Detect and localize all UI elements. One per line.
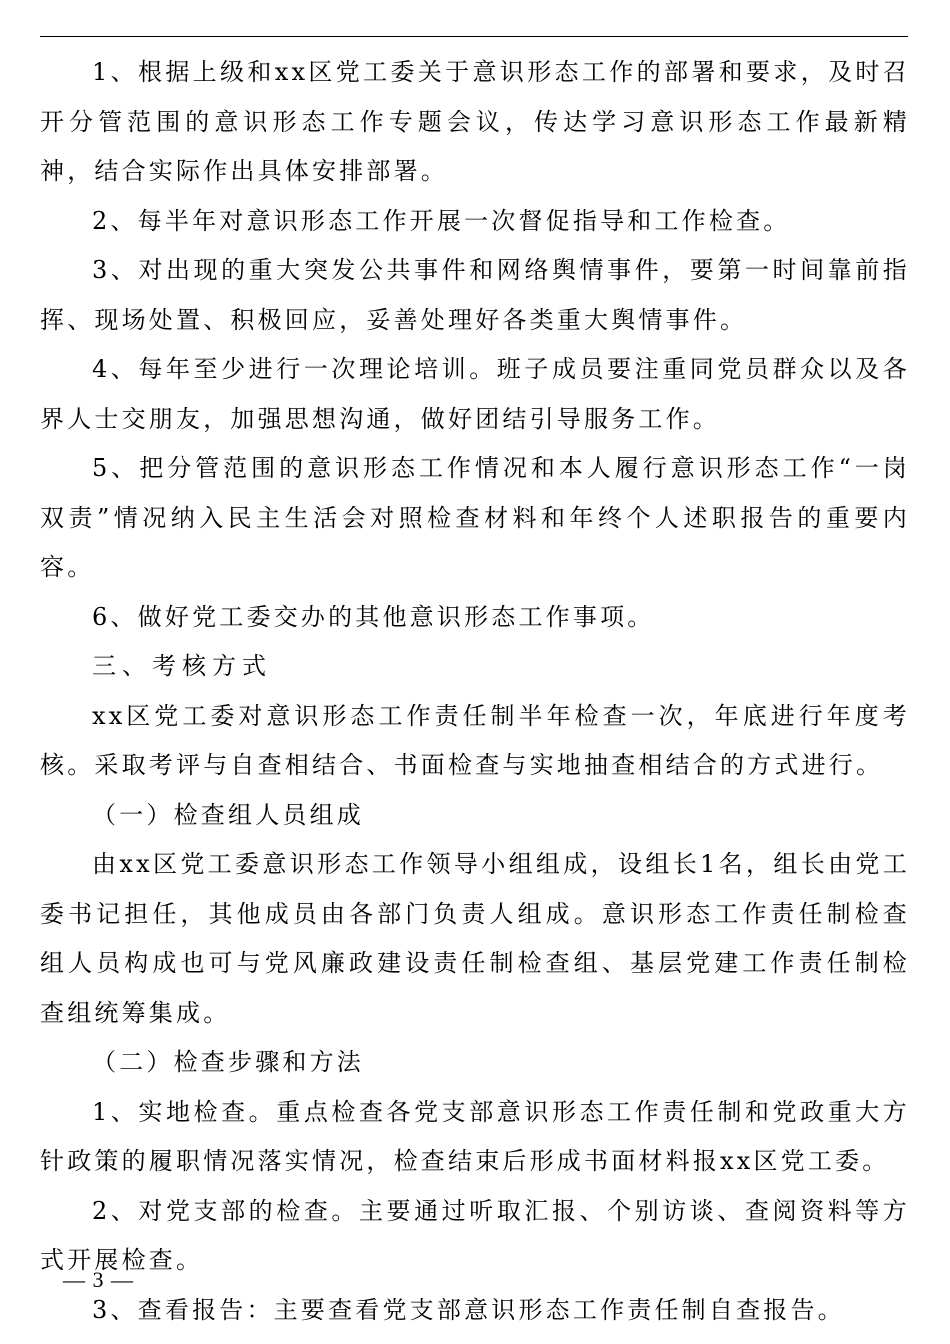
step-item-2: 2、对党支部的检查。主要通过听取汇报、个别访谈、查阅资料等方式开展检查。 xyxy=(40,1196,910,1274)
document-body xyxy=(40,48,910,1335)
subheading-team-composition: （一）检查组人员组成 xyxy=(92,800,364,829)
paragraph-item-4: 4、每年至少进行一次理论培训。班子成员要注重同党员群众以及各界人士交朋友，加强思想沟通，做好团结引导服务工作。 xyxy=(40,355,910,433)
paragraph-item-1: 1、根据上级和xx区党工委关于意识形态工作的部署和要求，及时召开分管范围的意识形态工作专题会议，传达学习意识形态工作最新精神，结合实际作出具体安排部署。 xyxy=(40,58,910,185)
subheading-steps-methods: （二）检查步骤和方法 xyxy=(92,1048,364,1076)
paragraph-item-6: 6、做好党工委交办的其他意识形态工作事项。 xyxy=(92,602,655,631)
paragraph-item-5: 5、把分管范围的意识形态工作情况和本人履行意识形态工作“一岗双责”情况纳入民主生活会对照检查材料和年终个人述职报告的重要内容。 xyxy=(40,454,910,581)
step-item-1: 1、实地检查。重点检查各党支部意识形态工作责任制和党政重大方针政策的履职情况落实情况，检查结束后形成书面材料报xx区党工委。 xyxy=(40,1097,910,1175)
paragraph-item-2: 2、每半年对意识形态工作开展一次督促指导和工作检查。 xyxy=(92,206,791,235)
header-rule xyxy=(40,36,908,37)
team-composition-paragraph: 由xx区党工委意识形态工作领导小组组成，设组长1名，组长由党工委书记担任，其他成员由各部门负责人组成。意识形态工作责任制检查组人员构成也可与党风廉政建设责任制检查组、基层党建工作责任制检查组统筹集成。 xyxy=(40,850,910,1027)
assessment-paragraph: xx区党工委对意识形态工作责任制半年检查一次，年底进行年度考核。采取考评与自查相结合、书面检查与实地抽查相结合的方式进行。 xyxy=(40,701,910,779)
paragraph-item-3: 3、对出现的重大突发公共事件和网络舆情事件，要第一时间靠前指挥、现场处置、积极回应，妥善处理好各类重大舆情事件。 xyxy=(40,256,910,334)
step-item-3: 3、查看报告：主要查看党支部意识形态工作责任制自查报告。 xyxy=(92,1295,845,1324)
section-heading-assessment: 三、考核方式 xyxy=(92,652,272,680)
page-number: — 3 — xyxy=(63,1267,134,1292)
